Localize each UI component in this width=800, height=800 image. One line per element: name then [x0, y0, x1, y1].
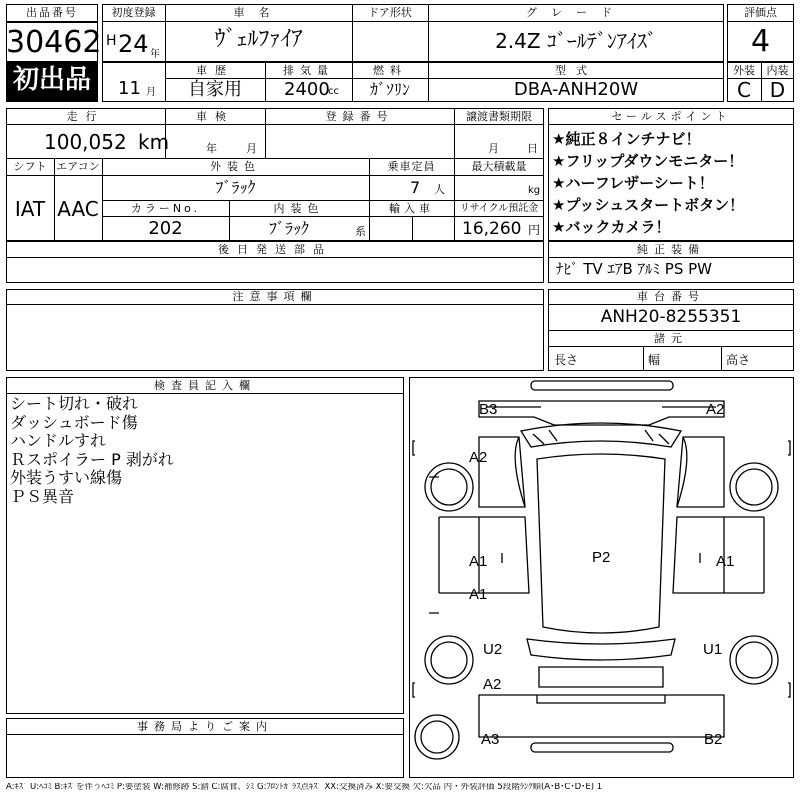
month-unit: 月	[146, 87, 156, 98]
divider	[102, 200, 544, 201]
int-color: ﾌﾞﾗｯｸ	[268, 219, 309, 238]
reg-month: 11	[118, 78, 141, 99]
load-label: 最大積載量	[471, 160, 527, 173]
divider	[721, 346, 722, 371]
mileage: 100,052	[44, 130, 127, 154]
divider	[6, 124, 544, 125]
history-label: 車歴	[196, 64, 234, 77]
fuel-label: 燃料	[373, 64, 407, 77]
equipment-label: 純正装備	[637, 243, 705, 256]
divider	[6, 304, 544, 305]
height-label: 高さ	[726, 353, 751, 367]
score-label: 評価点	[744, 6, 777, 19]
width-label: 幅	[648, 353, 661, 367]
transfer-day-unit: 日	[527, 142, 538, 155]
notes-label: 注意事項欄	[232, 290, 318, 303]
color-no: 202	[148, 218, 183, 239]
displacement-label: 排気量	[283, 64, 334, 77]
divider	[548, 304, 794, 305]
mileage-label: 走行	[66, 110, 105, 123]
inspector-line: Ｒスポイラー P 剥がれ	[10, 449, 174, 469]
mark-b2: B2	[704, 731, 723, 748]
grade-label: グレード	[526, 6, 626, 19]
inspector-line: ＰＳ異音	[10, 486, 75, 506]
grade: 2.4Z ｺﾞｰﾙﾃﾞﾝｱｲｽﾞ	[495, 29, 657, 53]
recycle: 16,260	[462, 219, 522, 239]
color-no-label: カラーNo.	[130, 202, 201, 215]
lot-number: 30462	[6, 25, 102, 60]
car-name: ｳﾞｪﾙﾌｧｲｱ	[214, 27, 303, 52]
dims-label: 諸元	[654, 332, 688, 345]
sales-points-list	[552, 128, 744, 238]
divider	[6, 257, 544, 258]
length-label: 長さ	[554, 353, 579, 367]
transfer-label: 譲渡書類期限	[466, 110, 532, 123]
inspection-month-unit: 月	[246, 142, 257, 155]
divider	[727, 21, 794, 22]
era: H	[106, 33, 117, 49]
first-reg-label: 初度登録	[111, 6, 156, 19]
lot-label: 出品番号	[26, 6, 78, 19]
divider	[643, 346, 644, 371]
sales-point-item: ★フリップダウンモニター！	[552, 152, 744, 170]
model-label: 型式	[555, 64, 597, 77]
shift-label: シフト	[13, 160, 47, 173]
mark-u1: U1	[703, 641, 723, 658]
ext-color: ﾌﾞﾗｯｸ	[215, 178, 256, 197]
score: 4	[750, 24, 771, 59]
divider	[6, 175, 544, 176]
fuel: ｶﾞｿﾘﾝ	[369, 80, 410, 99]
model: DBA-ANH20W	[513, 79, 639, 100]
door-label: ドア形状	[368, 6, 412, 19]
int-color-label: 内装色	[273, 202, 325, 215]
new-listing-text: 初出品	[12, 65, 91, 95]
chassis-number: ANH20-8255351	[600, 307, 742, 327]
mileage-unit: km	[138, 130, 170, 154]
later-parts-label: 後日発送部品	[218, 243, 332, 256]
sales-point-item: ★バックカメラ！	[552, 218, 671, 236]
history: 自家用	[188, 79, 242, 100]
transfer-month-unit: 月	[488, 142, 499, 155]
interior-grade: D	[769, 78, 786, 102]
office-label: 事務局よりご案内	[137, 720, 273, 733]
mark-a2-left: A2	[469, 449, 488, 466]
divider	[102, 21, 724, 22]
displacement-unit: cc	[328, 86, 339, 97]
inspection-label: 車検	[196, 110, 234, 123]
year-unit: 年	[150, 49, 160, 60]
equipment-value: ﾅﾋﾞ TV ｴｱB ｱﾙﾐ PS PW	[556, 260, 712, 278]
load-unit: kg	[528, 185, 541, 196]
divider	[165, 78, 724, 79]
mark-p2: P2	[592, 549, 611, 566]
inspector-lines	[10, 395, 174, 506]
inspector-line: 外装うすい線傷	[10, 468, 123, 487]
legend-text: A:ｷｽﾞ U:ﾍｺﾐ B:ｷｽﾞを伴うﾍｺﾐ P:要塗装 W:補修跡 S:錆 C:腐食、ｼﾐ G:ﾌﾛﾝﾄｶﾞﾗｽ点ｷｽﾞ XX:交換済み X:要交換 欠:欠品 内・外装評価 5段階ﾗﾝｸ順(A･B･C･D･E) 1	[6, 783, 603, 792]
sales-point-item: ★純正８インチナビ！	[552, 130, 701, 148]
sales-point-item: ★プッシュスタートボタン！	[552, 196, 745, 214]
import-label: 輸入車	[389, 202, 434, 215]
divider	[548, 330, 794, 331]
capacity-label: 乗車定員	[387, 160, 436, 173]
sales-points-label: セールスポイント	[611, 110, 731, 123]
ac: AAC	[57, 197, 99, 221]
capacity-unit: 人	[434, 183, 445, 196]
car-damage-diagram	[409, 377, 794, 778]
divider	[548, 346, 794, 347]
divider	[102, 216, 544, 217]
interior-label: 内装	[766, 64, 789, 77]
inspector-label: 検査員記入欄	[154, 379, 256, 392]
recycle-label: リサイクル預託金	[459, 203, 539, 214]
ac-label: エアコン	[56, 160, 100, 173]
sales-point-item: ★ハーフレザーシート！	[552, 174, 714, 192]
mark-b3: B3	[479, 401, 498, 418]
mark-a3: A3	[481, 731, 500, 748]
inspector-line: ダッシュボード傷	[10, 412, 138, 432]
divider	[412, 216, 413, 241]
capacity: 7	[410, 178, 421, 197]
reg-no-label: 登録番号	[325, 110, 394, 123]
inspection-year-unit: 年	[206, 142, 217, 155]
recycle-unit: 円	[528, 223, 541, 237]
mark-a1-left-rear: A1	[469, 586, 488, 603]
inspector-line: ハンドルすれ	[10, 431, 107, 450]
mark-a2-bottom: A2	[483, 676, 502, 693]
displacement: 2400	[284, 79, 330, 100]
car-name-label: 車名	[233, 6, 284, 19]
divider	[6, 158, 544, 159]
inspector-line: シート切れ・破れ	[10, 394, 139, 413]
exterior-grade: C	[737, 78, 751, 102]
mark-a1-right: A1	[716, 553, 735, 570]
mark-a2-top-right: A2	[706, 401, 725, 418]
divider	[548, 124, 794, 125]
ext-color-label: 外装色	[210, 160, 261, 173]
divider	[548, 257, 794, 258]
mark-u2: U2	[483, 641, 503, 658]
mark-a1-left-front: A1	[469, 553, 488, 570]
int-color-unit: 系	[355, 225, 366, 238]
chassis-label: 車台番号	[637, 290, 705, 303]
exterior-label: 外装	[733, 64, 755, 77]
shift: IAT	[14, 197, 46, 221]
divider	[6, 734, 404, 735]
reg-year: 24	[118, 30, 149, 58]
